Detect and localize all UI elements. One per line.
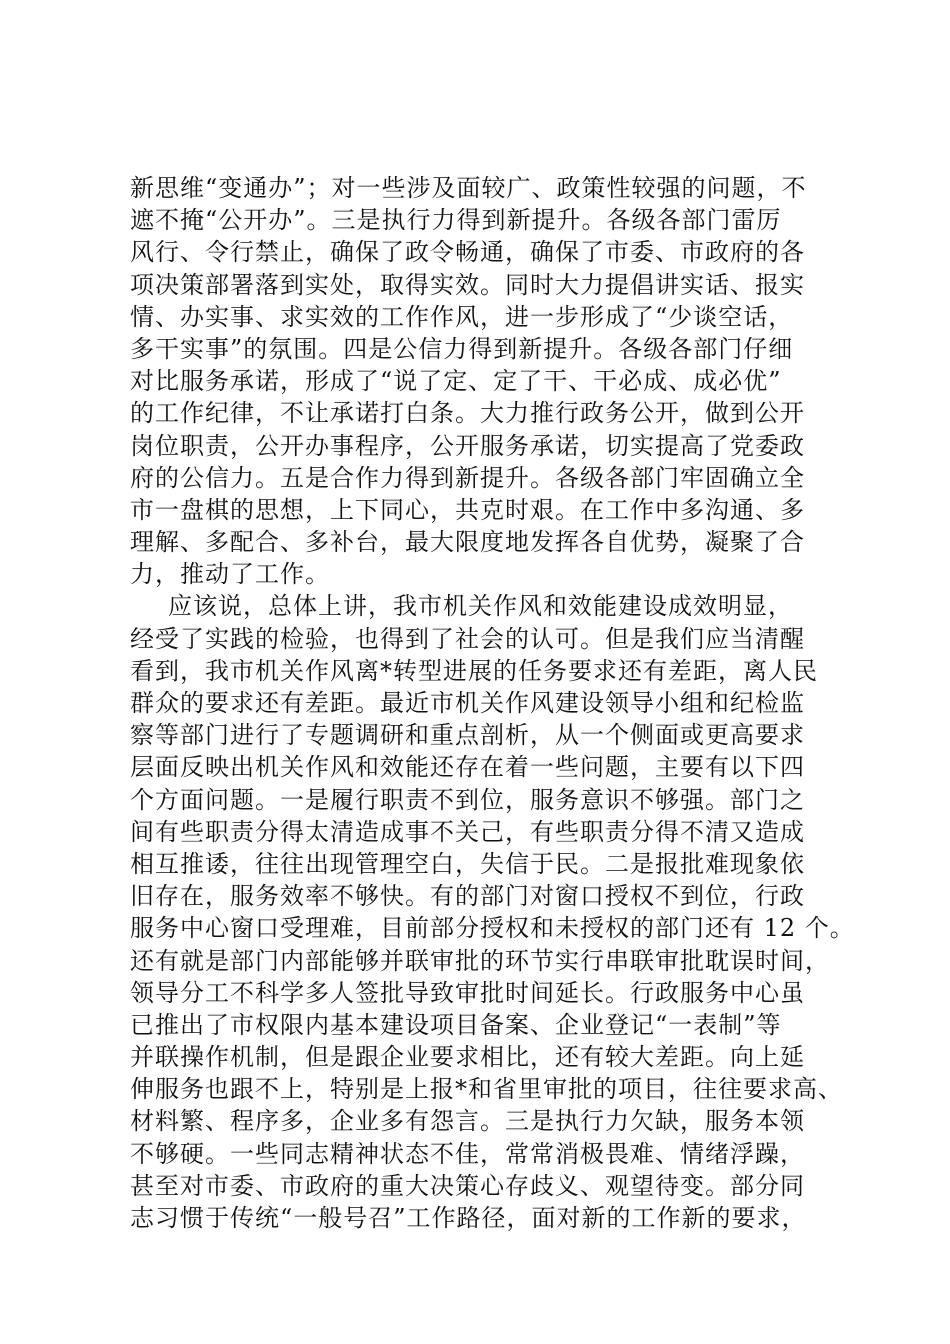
text-line: 对比服务承诺，形成了“说了定、定了干、干必成、成必优”: [130, 367, 782, 396]
text-line: 服务中心窗口受理难，目前部分授权和未授权的部门还有 12 个。: [130, 914, 855, 943]
text-line: 府的公信力。五是合作力得到新提升。各级各部门牢固确立全: [130, 463, 805, 492]
text-line: 岗位职责，公开办事程序，公开服务承诺，切实提高了党委政: [130, 431, 805, 460]
text-line: 察等部门进行了专题调研和重点剖析，从一个侧面或更高要求: [130, 721, 805, 750]
text-line: 多干实事”的氛围。四是公信力得到新提升。各级各部门仔细: [130, 334, 794, 363]
text-line: 还有就是部门内部能够并联审批的环节实行串联审批耽误时间，: [130, 946, 830, 975]
text-line: 看到，我市机关作风离*转型进展的任务要求还有差距，离人民: [130, 656, 818, 685]
text-line: 力，推动了工作。: [130, 560, 330, 589]
text-line: 志习惯于传统“一般号召”工作路径，面对新的工作新的要求，: [130, 1204, 807, 1232]
text-line: 群众的要求还有差距。最近市机关作风建设领导小组和纪检监: [130, 689, 805, 717]
text-line: 层面反映出机关作风和效能还存在着一些问题，主要有以下四: [130, 753, 805, 782]
body-text: [130, 172, 860, 1234]
text-line: 理解、多配合、多补台，最大限度地发挥各自优势，凝聚了合: [130, 528, 805, 557]
text-line: 情、办实事、求实效的工作作风，进一步形成了“少谈空话，: [130, 302, 794, 331]
text-line: 风行、令行禁止，确保了政令畅通，确保了市委、市政府的各: [130, 238, 805, 267]
paragraph-1: [130, 172, 860, 590]
text-line: 已推出了市权限内基本建设项目备案、企业登记“一表制”等: [130, 1010, 782, 1039]
text-line: 材料繁、程序多，企业多有怨言。三是执行力欠缺，服务本领: [130, 1107, 805, 1136]
text-line: 新思维“变通办”；对一些涉及面较广、政策性较强的问题，不: [130, 174, 807, 202]
text-line: 经受了实践的检验，也得到了社会的认可。但是我们应当清醒: [130, 624, 805, 653]
text-line: 应该说，总体上讲，我市机关作风和效能建设成效明显，: [168, 592, 793, 621]
text-line: 领导分工不科学多人签批导致审批时间延长。行政服务中心虽: [130, 978, 805, 1007]
text-line: 不够硬。一些同志精神状态不佳，常常消极畏难、情绪浮躁，: [130, 1139, 805, 1168]
text-line: 个方面问题。一是履行职责不到位，服务意识不够强。部门之: [130, 785, 805, 814]
text-line: 的工作纪律，不让承诺打白条。大力推行政务公开，做到公开: [130, 399, 805, 428]
text-line: 并联操作机制，但是跟企业要求相比，还有较大差距。向上延: [130, 1043, 805, 1072]
text-line: 项决策部署落到实处，取得实效。同时大力提倡讲实话、报实: [130, 270, 805, 299]
text-line: 相互推诿，往往出现管理空白，失信于民。二是报批难现象依: [130, 849, 805, 878]
text-line: 间有些职责分得太清造成事不关己，有些职责分得不清又造成: [130, 817, 805, 846]
text-line: 伸服务也跟不上，特别是上报*和省里审批的项目，往往要求高、: [130, 1075, 843, 1104]
text-line: 甚至对市委、市政府的重大决策心存歧义、观望待变。部分同: [130, 1171, 805, 1200]
text-line: 市一盘棋的思想，上下同心，共克时艰。在工作中多沟通、多: [130, 495, 805, 524]
paragraph-2: [130, 590, 860, 1234]
text-line: 旧存在，服务效率不够快。有的部门对窗口授权不到位，行政: [130, 882, 805, 911]
text-line: 遮不掩“公开办”。三是执行力得到新提升。各级各部门雷厉: [130, 206, 782, 235]
